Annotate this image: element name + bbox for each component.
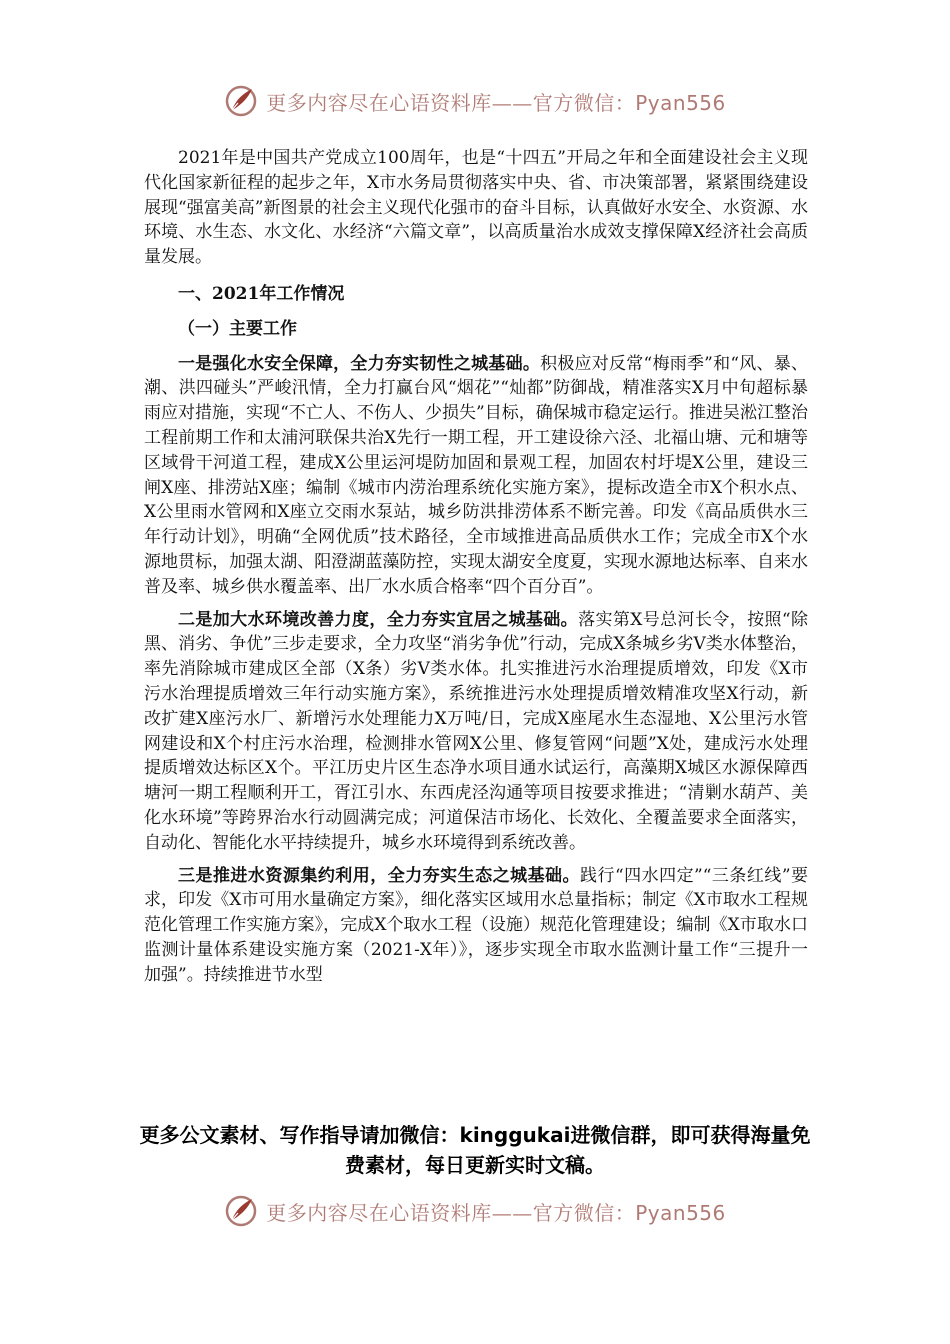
section-heading: 一、2021年工作情况 <box>178 283 345 304</box>
promo-text: 更多公文素材、写作指导请加微信：kinggukai进微信群，即可获得海量免费素材，每日更新实时文稿。 <box>139 1123 811 1177</box>
document-body <box>144 146 808 996</box>
intro-paragraph: 2021年是中国共产党成立100周年，也是“十四五”开局之年和全面建设社会主义现代化国家新征程的起步之年，X市水务局贯彻落实中央、省、市决策部署，紧紧围绕建设展现“强富美高”新图景的社会主义现代化强市的奋斗目标，认真做好水安全、水资源、水环境、水生态、水文化、水经济“六篇文章”，以高质量治水成效支撑保障X经济社会高质量发展。 <box>144 148 808 268</box>
paragraph-lead: 三是推进水资源集约利用，全力夯实生态之城基础。 <box>178 865 581 886</box>
paragraph-lead: 一是强化水安全保障，全力夯实韧性之城基础。 <box>178 353 541 374</box>
header-banner <box>0 84 950 118</box>
footer-banner <box>0 1194 950 1228</box>
subsection-heading: （一）主要工作 <box>178 318 297 339</box>
paragraph-lead: 二是加大水环境改善力度，全力夯实宜居之城基础。 <box>178 609 579 630</box>
paragraph-body: 积极应对反常“梅雨季”和“风、暴、潮、洪四碰头”严峻汛情，全力打赢台风“烟花”“灿都”防御战，精准落实X月中旬超标暴雨应对措施，实现“不亡人、不伤人、少损失”目标，确保城市稳定运行。推进吴淞江整治工程前期工作和太浦河联保共治X先行一期工程，开工建设徐六泾、北福山塘、元和塘等区域骨干河道工程，建成X公里运河堤防加固和景观工程，加固农村圩堤X公里，建设三闸X座、排涝站X座；编制《城市内涝治理系统化实施方案》，提标改造全市X个积水点、X公里雨水管网和X座立交雨水泵站，城乡防洪排涝体系不断完善。印发《高品质供水三年行动计划》，明确“全网优质”技术路径，全市域推进高品质供水工作；完成全市X个水源地贯标，加强太湖、阳澄湖蓝藻防控，实现太湖安全度夏，实现水源地达标率、自来水普及率、城乡供水覆盖率、出厂水水质合格率“四个百分百”。 <box>144 353 809 597</box>
quill-pen-icon <box>224 84 258 118</box>
paragraph-body: 践行“四水四定”“三条红线”要求，印发《X市可用水量确定方案》，细化落实区域用水总量指标；制定《X市取水工程规范化管理工作实施方案》，完成X个取水工程（设施）规范化管理建设；编制《X市取水口监测计量体系建设实施方案（2021-X年）》，逐步实现全市取水监测计量工作“三提升一加强”。持续推进节水型 <box>144 865 809 985</box>
banner-text: 更多内容尽在心语资料库——官方微信：Pyan556 <box>266 90 726 115</box>
paragraph-water-safety <box>144 352 808 600</box>
paragraph-body: 落实第X号总河长令，按照“除黑、消劣、争优”三步走要求，全力攻坚“消劣争优”行动，完成X条城乡劣Ⅴ类水体整治，率先消除城市建成区全部（X条）劣Ⅴ类水体。扎实推进污水治理提质增效，印发《X市污水治理提质增效三年行动实施方案》，系统推进污水处理提质增效精准攻坚X行动，新改扩建X座污水厂、新增污水处理能力X万吨/日，完成X座尾水生态湿地、X公里污水管网建设和X个村庄污水治理，检测排水管网X公里、修复管网“问题”X处，建成污水处理提质增效达标区X个。平江历史片区生态净水项目通水试运行，高藻期X城区水源保障西塘河一期工程顺利开工，胥江引水、东西虎泾沟通等项目按要求推进；“清剿水葫芦、美化水环境”等跨界治水行动圆满完成；河道保洁市场化、长效化、全覆盖要求全面落实，自动化、智能化水平持续提升，城乡水环境得到系统改善。 <box>144 609 808 853</box>
banner-text: 更多内容尽在心语资料库——官方微信：Pyan556 <box>266 1200 726 1225</box>
paragraph-water-resources <box>144 864 808 988</box>
quill-pen-icon <box>224 1194 258 1228</box>
paragraph-water-environment <box>144 608 808 856</box>
